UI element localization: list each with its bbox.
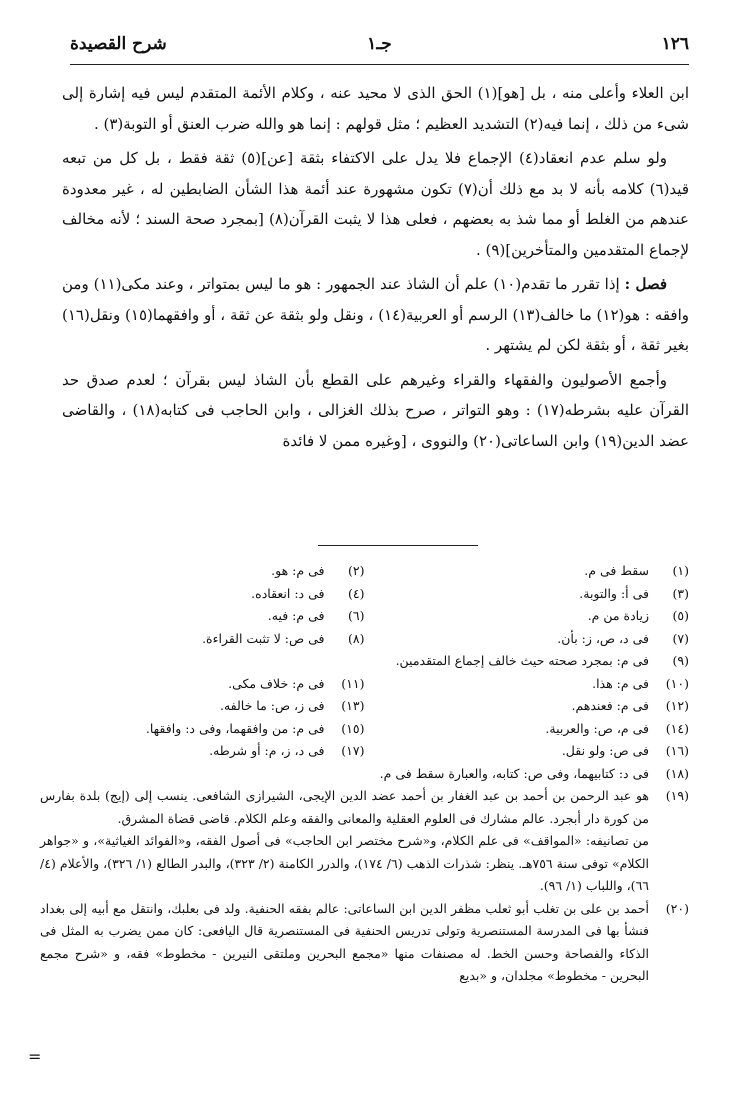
footnote-row [40, 740, 689, 763]
footnote-number: (٢٠) [665, 900, 689, 916]
footnote-number: (٢) [348, 563, 365, 578]
fasl-heading: فصل : [624, 275, 667, 293]
footnote-number: (٩) [672, 653, 689, 668]
footnote-row [40, 695, 689, 718]
footnote-text: فى م، ص: والعربية. [545, 720, 649, 736]
footnote-text: فى م: هذا. [592, 675, 649, 691]
footnote-row [40, 673, 689, 696]
footnote-19 [40, 785, 689, 830]
footnote-number: (٤) [348, 585, 365, 601]
footnote-number: (٦) [348, 608, 365, 623]
footnote-number: (١) [672, 563, 689, 578]
footnote-text: فى م: بمجرد صحته حيث خالف إجماع المتقدمين. [395, 653, 649, 668]
footnote-text: فى د: انعقاده. [251, 585, 325, 601]
footnote-text: فى م: خلاف مكى. [228, 675, 325, 691]
footnote-number: (١٥) [341, 720, 365, 736]
fasl-text: إذا تقرر ما تقدم(١٠) علم أن الشاذ عند الجمهور : هو ما ليس بمتواتر ، وعند مكى(١١) ومن وافقه : هو(١٢) ما خالف(١٣) الرسم أو العربية(١٤) ، ونقل ولو بثقة عن ثقة ، أو وافقهما(١٥) ونقل(١٦) بغير ثقة ، أو بثقة لكن لم يشتهر . [62, 275, 689, 354]
footnote-text: فى أ: والتوبة. [579, 585, 649, 601]
footnote-text: فى د: كتابيهما، وفى ص: كتابه، والعبارة سقط فى م. [379, 765, 649, 781]
footnote-text: فى ز، ص: ما خالفه. [219, 698, 325, 713]
footnote-number: (٧) [672, 630, 689, 646]
footnote-number: (٣) [672, 585, 689, 601]
footnotes [40, 560, 689, 988]
footnote-text: هو عبد الرحمن بن أحمد بن عبد الغفار بن أحمد عضد الدين الإيجى، الشيرازى الشافعى. ينسب إلى (إيج) بلدة بفارس من كورة دار أبجرد. عالم مشارك فى العلوم العقلية والمعانى والفقه وعلم الكلام. قاضى قضاة المشرق. [40, 788, 649, 826]
footnote-text: فى م: فيه. [267, 608, 325, 623]
footnote-text: فى م: من وافقهما، وفى د: وافقها. [145, 720, 325, 736]
footnote-text: فى د، ص، ز: بأن. [557, 630, 649, 646]
footnote-text: فى د، ز، م: أو شرطه. [209, 743, 325, 758]
footnote-text: زيادة من م. [587, 608, 649, 623]
continuation-mark: = [28, 1047, 42, 1066]
footnote-number: (١٠) [665, 675, 689, 691]
footnote-text: أحمد بن على بن تغلب أبو ثعلب مظفر الدين ابن الساعاتى: عالم بفقه الحنفية. ولد فى بعلبك، وانتقل مع أبيه إلى بغداد فنشأ بها فى المدرسة المستنصرية وتولى تدريس الحنفية فى المستنصرية قال اليافعى: كان ممن يضرب به المثل فى الذكاء والفصاحة وحسن الخط. له مصنفات منها «مجمع البحرين وملتقى النيرين - مخطوط» فقه، و «شرح مجمع البحرين - مخطوط» مجلدان، و «بديع [40, 900, 649, 983]
page-number: ١٢٦ [661, 34, 689, 54]
footnote-text: فى م: هو. [271, 563, 325, 578]
footnote-row [40, 583, 689, 606]
paragraph-4: وأجمع الأصوليون والفقهاء والقراء وغيرهم على القطع بأن الشاذ ليس بقرآن ؛ لعدم صدق حد القرآن عليه بشرطه(١٧) : وهو التواتر ، صرح بذلك الغزالى ، وابن الحاجب فى كتابه(١٨) ، والقاضى عضد الدين(١٩) وابن الساعاتى(٢٠) والنووى ، [وغيره ممن لا فائدة [62, 370, 690, 450]
paragraph-2: ولو سلم عدم انعقاد(٤) الإجماع فلا يدل على الاكتفاء بثقة [عن](٥) ثقة فقط ، بل كل من تبعه قيد(٦) كلامه بأنه لا بد مع ذلك أن(٧) تكون مشهورة عند أئمة هذا الشأن الضابطين له ، غير معدودة عندهم من الغلط أو مما شذ به بعضهم ، فعلى هذا لا يثبت القرآن(٨) [بمجرد صحة السند ؛ لأنه مخالف لإجماع المتقدمين والمتأخرين](٩) . [62, 149, 690, 259]
footnote-number: (١٤) [665, 720, 689, 736]
footnote-text: فى م: فعندهم. [571, 698, 649, 713]
book-title: شرح القصيدة [70, 34, 167, 54]
footnote-number: (١٧) [341, 743, 365, 758]
footnote-row [40, 718, 689, 741]
footnote-9 [40, 650, 689, 673]
footnote-number: (٥) [672, 608, 689, 623]
footnote-18 [40, 763, 689, 786]
main-text [62, 78, 689, 460]
footnote-row [40, 605, 689, 628]
footnote-number: (١١) [341, 675, 365, 691]
footnote-19-continuation: من تصانيفه: «المواقف» فى علم الكلام، و«شرح مختصر ابن الحاجب» فى أصول الفقه، و«الفوائد الغياثية»، و «جواهر الكلام» توفى سنة ٧٥٦هـ. ينظر: شذرات الذهب (٦/ ١٧٤)، والدرر الكامنة (٢/ ٣٢٣)، والبدر الطالع (١/ ٣٢٦)، والأعلام (٤/ ٦٦)، واللباب (١/ ٩٦). [40, 833, 650, 893]
paragraph-1: ابن العلاء وأعلى منه ، بل [هو](١) الحق الذى لا محيد عنه ، وكلام الأئمة المتقدم ليس فيه إشارة إلى شىء من ذلك ، إنما فيه(٢) التشديد العظيم ؛ مثل قولهم : إنما هو والله ضرب العنق أو التوبة(٣) . [62, 84, 689, 133]
footnote-number: (١٢) [665, 698, 689, 713]
footnote-number: (١٨) [665, 765, 689, 781]
footnote-number: (١٦) [665, 743, 689, 758]
footnote-text: فى ص: لا تثبت القراءة. [202, 630, 325, 646]
footnote-separator [318, 545, 478, 546]
volume-label: جـ١ [367, 34, 392, 54]
footnote-number: (١٩) [665, 788, 689, 803]
footnote-number: (٨) [348, 630, 365, 646]
page-header [70, 30, 689, 65]
footnote-text: فى ص: ولو نقل. [561, 743, 649, 758]
footnote-row [40, 560, 689, 583]
footnote-20 [40, 898, 689, 988]
footnote-number: (١٣) [341, 698, 365, 713]
footnote-row [40, 628, 689, 651]
footnote-text: سقط فى م. [584, 563, 649, 578]
paragraph-fasl [62, 269, 689, 361]
